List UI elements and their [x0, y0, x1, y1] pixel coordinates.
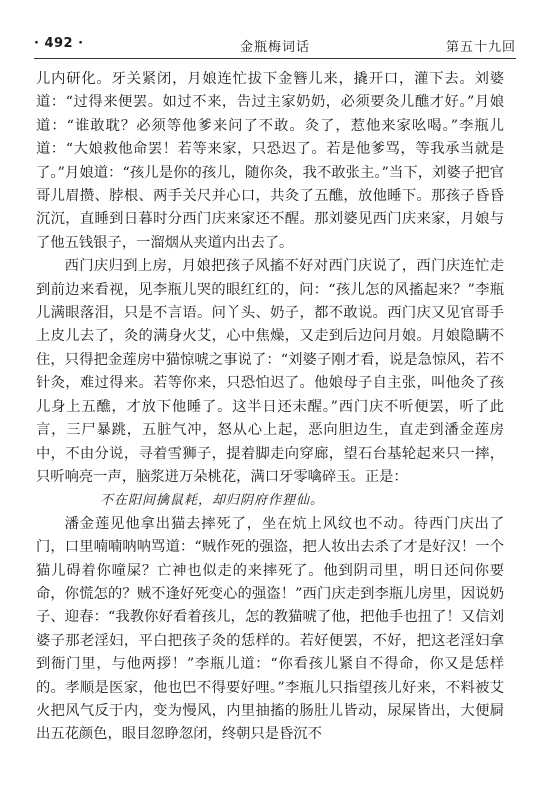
chapter-title: 第五十九回: [445, 40, 516, 55]
page-body: [36, 68, 504, 747]
page-header: [34, 28, 516, 60]
paragraph-1: 儿内研化。牙关紧闭，月娘连忙拔下金簪儿来，撬开口，灌下去。刘婆道：“过得来便罢。如过不来，告过主家奶奶，必须要灸儿醮才好。”月娘道：“谁敢耽？必须等他爹来问了不敢。灸了，惹他来家吆喝。”李瓶儿道：“大娘救他命罢！若等来家，只恐迟了。若是他爹骂，等我承当就是了。”月娘道：“孩儿是你的孩儿，随你灸，我不敢张主。”当下，刘婆子把官哥儿眉攒、脖根、两手关尺并心口，共灸了五醮，放他睡下。那孩子昏昏沉沉，直睡到日暮时分西门庆来家还不醒。那刘婆见西门庆来家，月娘与了他五钱银子，一溜烟从夹道内出去了。: [36, 71, 504, 251]
paragraph-3: 潘金莲见他拿出猫去摔死了，坐在炕上风纹也不动。待西门庆出了门，口里喃喃呐呐骂道：“贼作死的强盗，把人妆出去杀了才是好汉！一个猫儿碍着你噇屎？亡神也似走的来摔死了。他到阴司里，明日还问你要命，你慌怎的？贼不逢好死变心的强盗！”西门庆走到李瓶儿房里，因说奶子、迎春：“我教你好看着孩儿，怎的教猫唬了他，把他手也扭了！又信刘婆子那老淫妇，平白把孩子灸的恁样的。若好便罢，不好，把这老淫妇拿到衙门里，与他两拶！”李瓶儿道：“你看孩儿紧自不得命，你又是恁样的。孝顺是医家，他也巴不得要好哩。”李瓶儿只指望孩儿好来，不料被艾火把风气反于内，变为慢风，内里抽搐的肠肚儿皆动，尿屎皆出，大便屙出五花颜色，眼目忽睁忽闭，终朝只是昏沉不: [36, 515, 504, 743]
book-title: 金瓶梅词话: [239, 40, 310, 55]
header-rule: [34, 58, 516, 59]
paragraph-2: 西门庆归到上房，月娘把孩子风搐不好对西门庆说了，西门庆连忙走到前边来看视，见李瓶儿哭的眼红红的，问：“孩儿怎的风搐起来？”李瓶儿满眼落泪，只是不言语。问丫头、奶子，都不敢说。西门庆又见官哥手上皮儿去了，灸的满身火艾，心中焦燥，又走到后边问月娘。月娘隐瞒不住，只得把金莲房中猫惊唬之事说了：“刘婆子刚才看，说是急惊风，若不针灸，难过得来。若等你来，只恐怕迟了。他娘母子自主张，叫他灸了孩儿身上五醮，才放下他睡了。这半日还未醒。”西门庆不听便罢，听了此言，三尸暴跳，五脏气冲，怒从心上起，恶向胆边生，直走到潘金莲房中，不由分说，寻着雪狮子，提着脚走向穿廊，望石台基轮起来只一摔，只听响亮一声，脑浆迸万朵桃花，满口牙零噙碎玉。正是：: [36, 258, 504, 485]
page-number: · 492 ·: [34, 36, 84, 51]
poem-line: 不在阳间擒鼠耗，却归阴府作狸仙。: [100, 493, 325, 509]
